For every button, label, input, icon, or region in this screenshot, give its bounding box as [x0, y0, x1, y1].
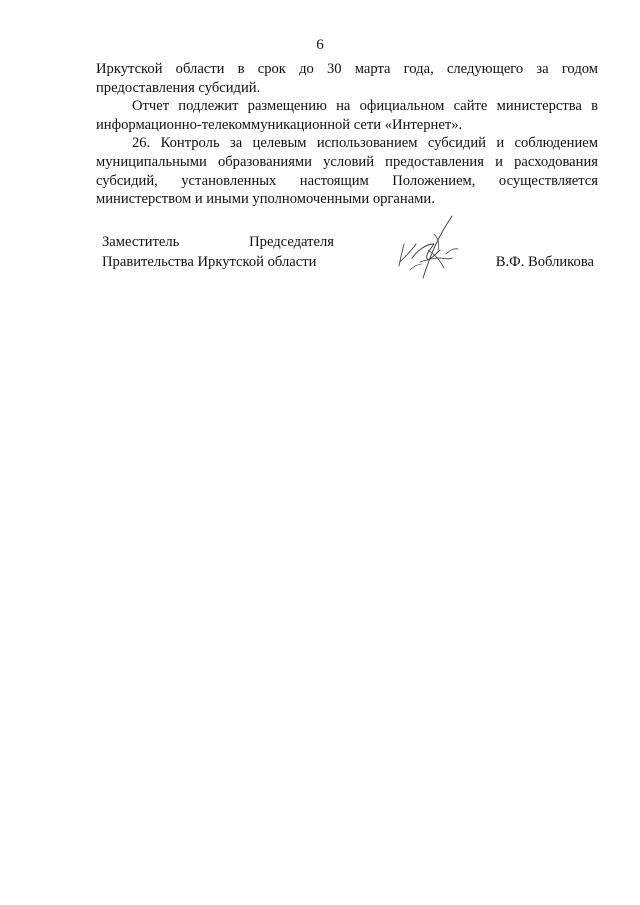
paragraph-item-26: 26. Контроль за целевым использованием субсидий и соблюдением муниципальными образованиями условий предоставления и расходования субсидий, установленных настоящим Положением, осуществляется министерством и иными уполномоченными органами. — [96, 135, 598, 208]
signatory-title-word1: Заместитель — [102, 234, 180, 250]
signatory-name: В.Ф. Вобликова — [495, 254, 594, 270]
paragraph-report-publication: Отчет подлежит размещению на официальном сайте министерства в информационно-телекоммуникационной сети «Интернет». — [96, 98, 598, 133]
handwritten-signature — [390, 214, 470, 282]
signatory-position — [102, 232, 334, 272]
document-body — [96, 60, 598, 209]
page-number: 6 — [316, 37, 324, 53]
signatory-title-word2: Председателя — [249, 234, 334, 250]
signatory-position-line1 — [102, 232, 334, 252]
paragraph-continuation: Иркутской области в срок до 30 марта года, следующего за годом предоставления субсидий. — [96, 61, 598, 96]
signatory-position-line2: Правительства Иркутской области — [102, 254, 317, 270]
